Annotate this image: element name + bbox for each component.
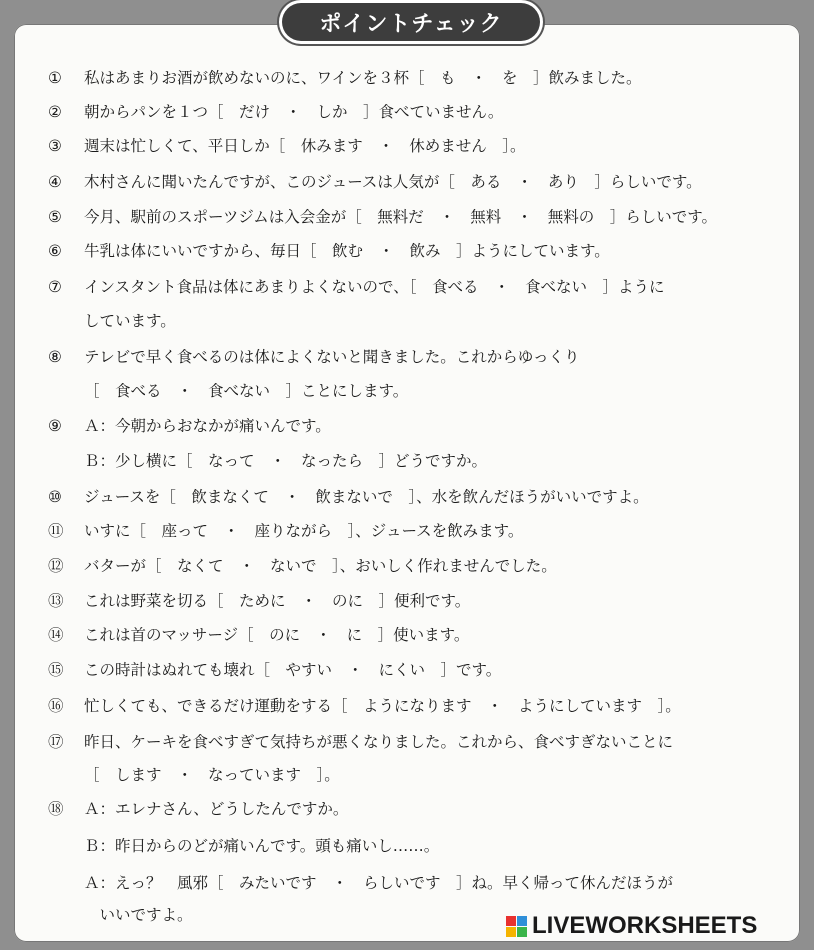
question-number: ⑬	[48, 592, 64, 610]
question-number: ⑦	[48, 278, 62, 296]
question-row	[48, 591, 470, 611]
question-text: 私はあまりお酒が飲めないのに、ワインを３杯［ も ・ を ］飲みました。	[84, 69, 642, 87]
question-row-continued	[48, 765, 340, 785]
question-text: 牛乳は体にいいですから、毎日［ 飲む ・ 飲み ］ようにしています。	[84, 242, 610, 260]
question-row-continued	[48, 905, 193, 925]
question-text: ［ 食べる ・ 食べない ］ことにします。	[84, 382, 409, 400]
question-text: Ａ：えっ？ 風邪［ みたいです ・ らしいです ］ね。早く帰って休んだほうが	[84, 874, 674, 892]
question-row	[48, 696, 681, 716]
question-text: いすに［ 座って ・ 座りながら ］、ジュースを飲みます。	[84, 522, 524, 540]
question-number: ②	[48, 103, 62, 121]
question-number: ⑥	[48, 242, 62, 260]
question-number: ⑰	[48, 733, 64, 751]
question-text: この時計はぬれても壊れ［ やすい ・ にくい ］です。	[84, 661, 502, 679]
question-number	[48, 381, 84, 401]
question-number: ⑨	[48, 417, 62, 435]
question-row	[48, 416, 331, 436]
question-row	[48, 136, 525, 156]
question-text: 朝からパンを１つ［ だけ ・ しか ］食べていません。	[84, 103, 504, 121]
logo-text: LIVEWORKSHEETS	[532, 912, 758, 939]
question-row	[48, 487, 649, 507]
question-text: Ａ：エレナさん、どうしたんですか。	[84, 800, 349, 818]
logo-square-red	[506, 916, 516, 926]
question-text: しています。	[84, 312, 176, 330]
question-row	[48, 207, 717, 227]
question-row	[48, 241, 610, 261]
question-text: 木村さんに聞いたんですが、このジュースは人気が［ ある ・ あり ］らしいです。	[84, 173, 702, 191]
question-number: ①	[48, 69, 62, 87]
question-number: ⑭	[48, 626, 64, 644]
question-number: ④	[48, 173, 62, 191]
question-text: Ａ：今朝からおなかが痛いんです。	[84, 417, 331, 435]
question-row	[48, 556, 557, 576]
question-text: ［ します ・ なっています ］。	[84, 766, 340, 784]
question-text: テレビで早く食べるのは体によくないと聞きました。これからゆっくり	[84, 348, 580, 366]
question-row	[48, 625, 469, 645]
question-number	[48, 765, 84, 785]
question-row-continued	[48, 836, 439, 856]
question-number	[48, 836, 84, 856]
question-text: インスタント食品は体にあまりよくないので、［ 食べる ・ 食べない ］ように	[84, 278, 665, 296]
question-number	[48, 905, 84, 925]
question-number: ⑤	[48, 208, 62, 226]
question-number: ⑪	[48, 522, 64, 540]
question-number: ⑯	[48, 697, 64, 715]
question-row	[48, 799, 348, 819]
question-text: いいですよ。	[84, 906, 193, 924]
question-row	[48, 68, 642, 88]
question-text: これは首のマッサージ［ のに ・ に ］使います。	[84, 626, 470, 644]
question-row	[48, 660, 501, 680]
question-text: Ｂ：昨日からのどが痛いんです。頭も痛いし……。	[84, 837, 440, 855]
logo-grid-icon	[506, 916, 527, 937]
question-number: ⑮	[48, 661, 64, 679]
question-number: ③	[48, 137, 62, 155]
question-number: ⑩	[48, 488, 62, 506]
question-text: 忙しくても、できるだけ運動をする［ ようになります ・ ようにしています ］。	[84, 697, 681, 715]
question-text: 週末は忙しくて、平日しか［ 休みます ・ 休めません ］。	[84, 137, 526, 155]
question-text: 今月、駅前のスポーツジムは入会金が［ 無料だ ・ 無料 ・ 無料の ］らしいです。	[84, 208, 718, 226]
liveworksheets-logo	[506, 910, 757, 942]
question-row	[48, 521, 523, 541]
question-row	[48, 277, 664, 297]
question-number	[48, 311, 84, 331]
question-text: これは野菜を切る［ ために ・ のに ］便利です。	[84, 592, 471, 610]
question-number	[48, 451, 84, 471]
section-title: ポイントチェック	[282, 3, 540, 41]
question-text: ジュースを［ 飲まなくて ・ 飲まないで ］、水を飲んだほうがいいですよ。	[84, 488, 649, 506]
question-row	[48, 172, 702, 192]
question-number	[48, 873, 84, 893]
question-row-continued	[48, 873, 673, 893]
question-row	[48, 732, 673, 752]
question-row	[48, 347, 580, 367]
question-text: バターが［ なくて ・ ないで ］、おいしく作れませんでした。	[84, 557, 557, 575]
question-row	[48, 102, 503, 122]
question-row-continued	[48, 311, 176, 331]
question-number: ⑧	[48, 348, 62, 366]
question-row-continued	[48, 381, 408, 401]
question-text: Ｂ：少し横に［ なって ・ なったら ］どうですか。	[84, 452, 488, 470]
logo-square-yellow	[506, 927, 516, 937]
question-text: 昨日、ケーキを食べすぎて気持ちが悪くなりました。これから、食べすぎないことに	[84, 733, 674, 751]
logo-square-green	[517, 927, 527, 937]
question-number: ⑱	[48, 800, 64, 818]
question-row-continued	[48, 451, 487, 471]
question-number: ⑫	[48, 557, 64, 575]
logo-square-blue	[517, 916, 527, 926]
